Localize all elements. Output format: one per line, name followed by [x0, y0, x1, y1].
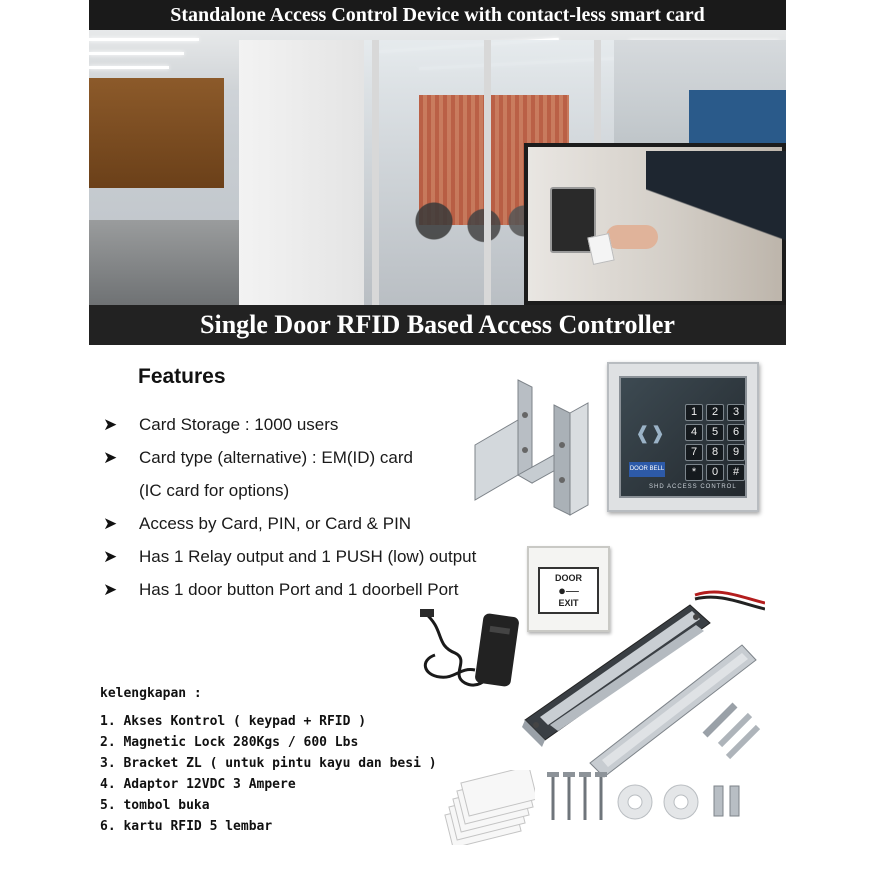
screws-image [543, 770, 613, 825]
features-list [100, 408, 520, 606]
features-heading: Features [138, 365, 226, 388]
keypad-key[interactable]: 4 [685, 424, 703, 441]
key-icon: ●— [558, 583, 579, 598]
banner-title-top: Standalone Access Control Device with contact-less smart card [89, 0, 786, 30]
feature-item: ➤ Access by Card, PIN, or Card & PIN [100, 507, 520, 540]
magnetic-lock-image [520, 585, 765, 785]
exit-label-top: DOOR [555, 573, 582, 583]
keypad-face [619, 376, 747, 498]
feature-item: ➤ Has 1 door button Port and 1 doorbell Port [100, 573, 520, 606]
package-item: 4. Adaptor 12VDC 3 Ampere [100, 777, 296, 792]
keypad-key[interactable]: 8 [706, 444, 724, 461]
arrow-right-icon: ➤ [103, 514, 118, 533]
package-item: 5. tombol buka [100, 798, 210, 813]
access-control-keypad-image [607, 362, 759, 512]
rfid-cards-image [440, 770, 535, 845]
keypad-key[interactable]: 0 [706, 464, 724, 481]
package-item: 3. Bracket ZL ( untuk pintu kayu dan besi ) [100, 756, 437, 771]
zl-bracket-image [470, 375, 595, 525]
glass-mullion [484, 40, 491, 305]
package-item: 2. Magnetic Lock 280Kgs / 600 Lbs [100, 735, 359, 750]
anchor-pins-image [708, 780, 748, 820]
glass-mullion [372, 40, 379, 305]
keypad-key[interactable]: 1 [685, 404, 703, 421]
arrow-right-icon: ➤ [103, 547, 118, 566]
blue-wall [689, 90, 786, 145]
hand [606, 225, 658, 249]
exit-label-bottom: EXIT [558, 598, 579, 608]
keypad-key[interactable]: 9 [727, 444, 745, 461]
keypad-key[interactable]: 3 [727, 404, 745, 421]
package-item: 1. Akses Kontrol ( keypad + RFID ) [100, 714, 367, 729]
keypad-key[interactable]: 6 [727, 424, 745, 441]
keypad-grid [685, 404, 743, 481]
office-column [239, 40, 364, 305]
feature-item: ➤ Card Storage : 1000 users [100, 408, 520, 441]
keypad-key[interactable]: 5 [706, 424, 724, 441]
keypad-key[interactable]: * [685, 464, 703, 481]
keypad-key[interactable]: 7 [685, 444, 703, 461]
package-contents-list [100, 711, 437, 837]
rfid-wave-icon: ❰❱ [635, 423, 666, 443]
package-item: 6. kartu RFID 5 lembar [100, 819, 273, 834]
package-contents-heading: kelengkapan : [100, 686, 202, 701]
hero-banner-image [89, 0, 786, 345]
office-wood-wall [89, 78, 224, 188]
inset-photo-card-reader [524, 143, 786, 305]
arrow-right-icon: ➤ [103, 448, 118, 467]
arrow-right-icon: ➤ [103, 580, 118, 599]
feature-item: ➤ Card type (alternative) : EM(ID) card [100, 441, 520, 474]
power-adaptor-image [415, 605, 525, 705]
person-arm [646, 151, 786, 261]
doorbell-icon[interactable]: DOOR BELL [629, 462, 665, 477]
arrow-right-icon: ➤ [103, 415, 118, 434]
washers-image [615, 782, 705, 822]
feature-item: ➤ Has 1 Relay output and 1 PUSH (low) output [100, 540, 520, 573]
keypad-brand: SHD ACCESS CONTROL [649, 484, 737, 490]
keypad-key[interactable]: 2 [706, 404, 724, 421]
keypad-key[interactable]: # [727, 464, 745, 481]
feature-item: (IC card for options) [139, 481, 290, 500]
banner-title-bottom: Single Door RFID Based Access Controller [89, 305, 786, 345]
